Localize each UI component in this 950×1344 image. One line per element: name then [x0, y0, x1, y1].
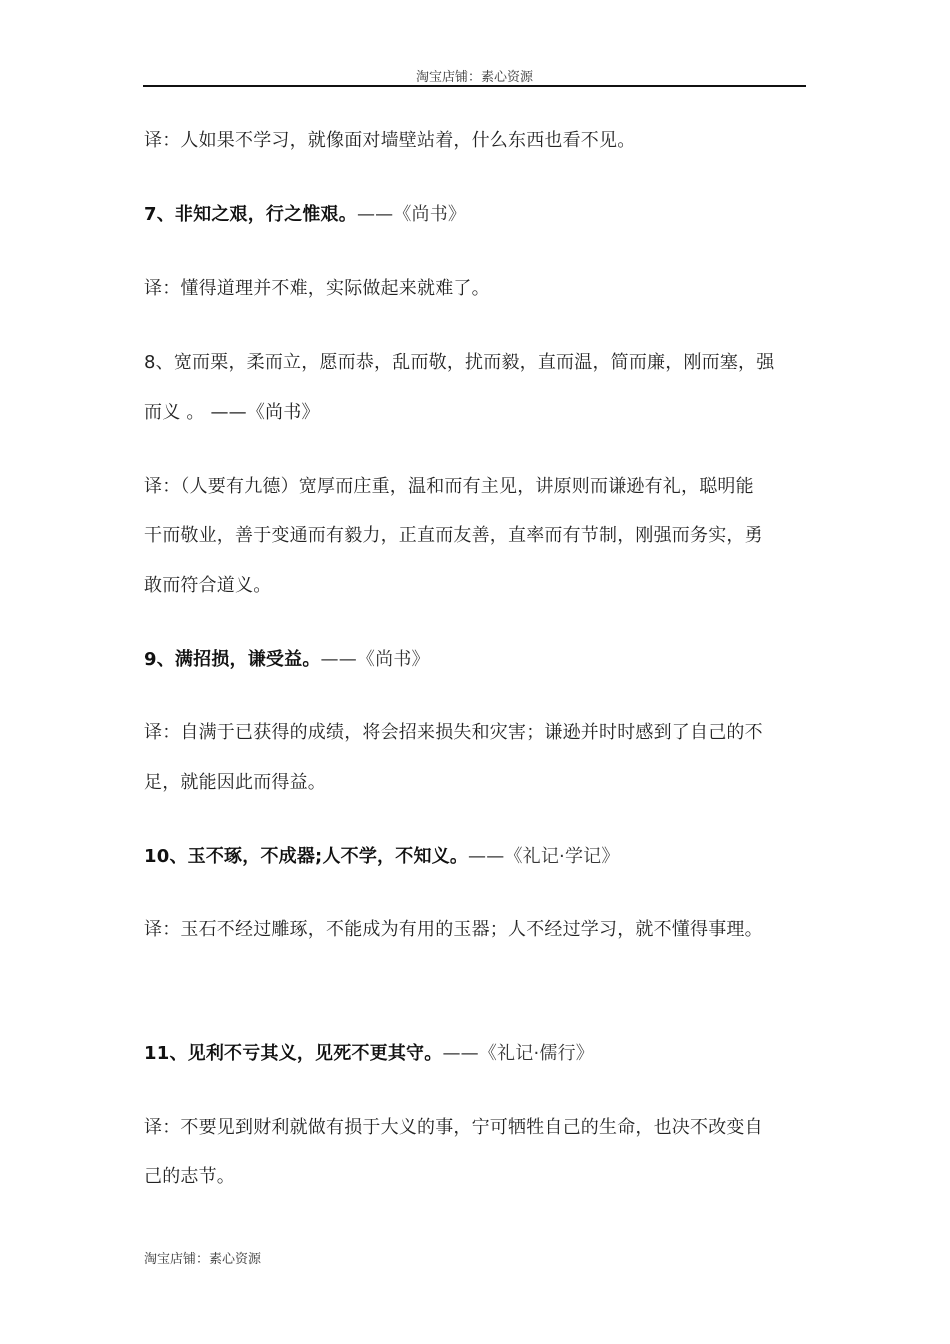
quote-title-10: [144, 845, 620, 869]
quote-title-8-line2: 而义 。 ——《尚书》: [144, 402, 320, 423]
translation-line: 己的志节。: [144, 1166, 235, 1187]
translation-line: 译：（人要有九德）宽厚而庄重，温和而有主见，讲原则而谦逊有礼，聪明能: [144, 476, 754, 497]
page-header: 淘宝店铺：素心资源: [415, 70, 533, 85]
quote-source: ——《礼记·儒行》: [442, 1043, 594, 1064]
translation-line: 译：玉石不经过雕琢，不能成为有用的玉器；人不经过学习，就不懂得事理。: [144, 919, 763, 940]
translation-line: 译：懂得道理并不难，实际做起来就难了。: [144, 278, 490, 299]
quote-title-8-line1: 8、宽而栗，柔而立，愿而恭，乱而敬，扰而毅，直而温，简而廉，刚而塞，强: [144, 352, 775, 373]
header-divider: [143, 85, 806, 87]
translation-line: 译：自满于已获得的成绩，将会招来损失和灾害；谦逊并时时感到了自己的不: [144, 722, 763, 743]
quote-source: ——《礼记·学记》: [468, 846, 620, 867]
quote-source: ——《尚书》: [356, 204, 467, 225]
translation-line: 译：不要见到财利就做有损于大义的事，宁可牺牲自己的生命，也决不改变自: [144, 1117, 763, 1138]
translation-line: 译：人如果不学习，就像面对墙壁站着，什么东西也看不见。: [144, 130, 636, 151]
quote-title-11: [144, 1042, 594, 1066]
quote-text: 7、非知之艰，行之惟艰。: [144, 204, 357, 225]
translation-line: 足，就能因此而得益。: [144, 772, 326, 793]
translation-line: 干而敬业，善于变通而有毅力，正直而友善，直率而有节制，刚强而务实，勇: [144, 525, 763, 546]
translation-line: 敢而符合道义。: [144, 575, 272, 596]
quote-text: 10、玉不琢，不成器;人不学，不知义。: [144, 846, 469, 867]
quote-text: 11、见利不亏其义，见死不更其守。: [144, 1043, 443, 1064]
quote-title-7: [144, 203, 466, 227]
quote-source: ——《尚书》: [320, 649, 430, 670]
page-footer: 淘宝店铺：素心资源: [144, 1252, 262, 1267]
quote-text: 9、满招损，谦受益。: [144, 649, 321, 670]
quote-title-9: [144, 648, 430, 672]
